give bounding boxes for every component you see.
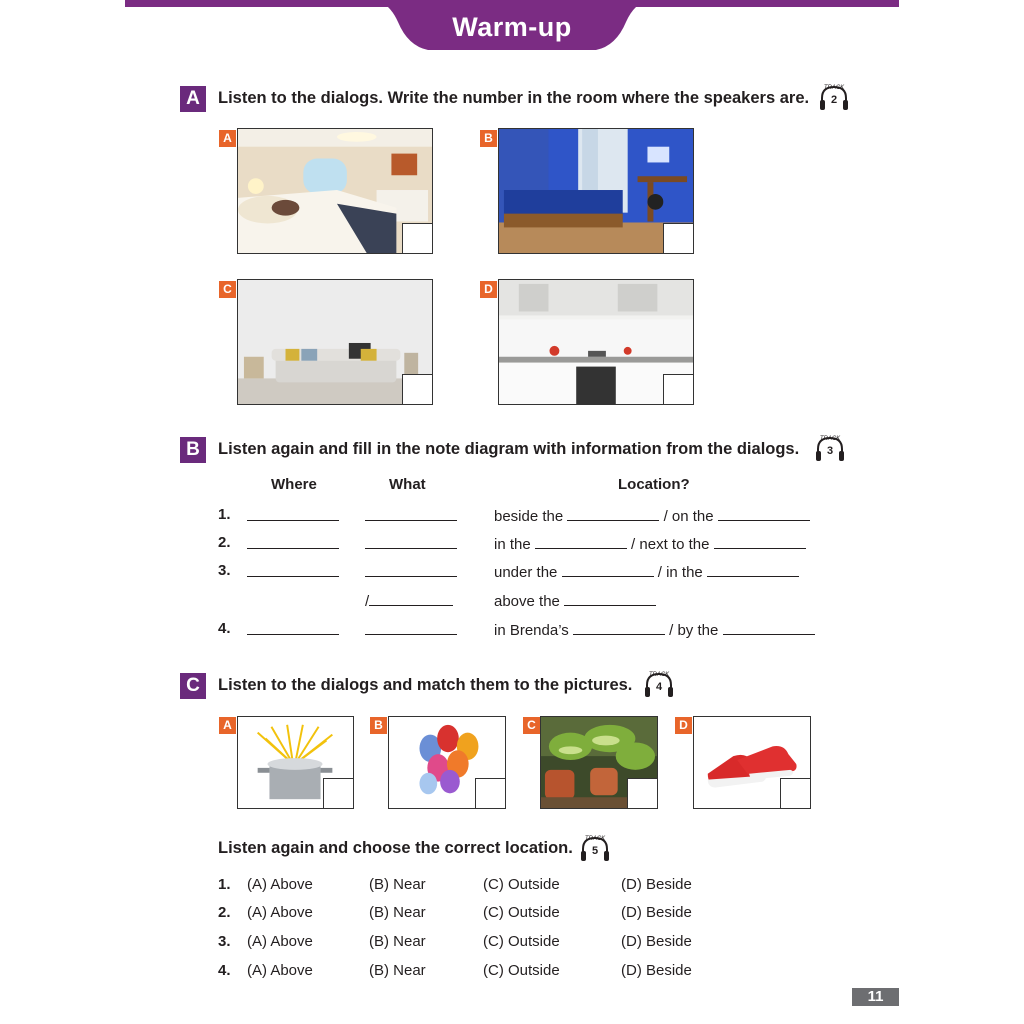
- column-header-where: Where: [271, 476, 317, 493]
- track-word: TRACK: [584, 836, 606, 842]
- headphones-icon[interactable]: [819, 84, 849, 112]
- section-b-letter: B: [180, 437, 206, 463]
- track-number: 2: [830, 94, 838, 106]
- answer-box[interactable]: [663, 223, 693, 253]
- picture-label: A: [219, 717, 236, 734]
- location-line: [494, 591, 656, 610]
- picture-label: C: [523, 717, 540, 734]
- location-line: [494, 562, 799, 581]
- section-a-instruction: Listen to the dialogs. Write the number in the room where the speakers are.: [218, 89, 810, 107]
- picture-kitchen: [498, 279, 694, 405]
- location-text: / by the: [669, 622, 719, 639]
- option-c[interactable]: (C) Outside: [483, 876, 560, 893]
- section-b-instruction: Listen again and fill in the note diagram with information from the dialogs.: [218, 440, 800, 458]
- location-blank[interactable]: [564, 591, 656, 606]
- column-header-what: What: [389, 476, 426, 493]
- track-word: TRACK: [819, 436, 841, 442]
- track-word: TRACK: [648, 672, 670, 678]
- location-line: [494, 620, 815, 639]
- picture-plants: [540, 716, 658, 809]
- where-blank[interactable]: [247, 562, 339, 581]
- option-b[interactable]: (B) Near: [369, 933, 426, 950]
- section-c-letter: C: [180, 673, 206, 699]
- option-a[interactable]: (A) Above: [247, 876, 313, 893]
- option-c[interactable]: (C) Outside: [483, 962, 560, 979]
- option-b[interactable]: (B) Near: [369, 904, 426, 921]
- option-b[interactable]: (B) Near: [369, 962, 426, 979]
- headphones-icon[interactable]: [644, 671, 674, 699]
- page-title: Warm-up: [452, 12, 572, 42]
- question-number: 3.: [218, 933, 231, 950]
- what-blank[interactable]: [365, 591, 453, 610]
- location-blank[interactable]: [707, 562, 799, 577]
- picture-label: B: [480, 130, 497, 147]
- option-c[interactable]: (C) Outside: [483, 904, 560, 921]
- where-blank[interactable]: [247, 506, 339, 525]
- answer-box[interactable]: [402, 223, 432, 253]
- location-text: / in the: [657, 564, 703, 581]
- page-number: 11: [852, 988, 899, 1006]
- section-c-sub-instruction: Listen again and choose the correct location.: [218, 839, 573, 857]
- track-number: 5: [591, 845, 599, 857]
- answer-box[interactable]: [780, 778, 810, 808]
- row-number: 1.: [218, 506, 231, 523]
- answer-box[interactable]: [402, 374, 432, 404]
- answer-box[interactable]: [475, 778, 505, 808]
- location-blank[interactable]: [562, 562, 654, 577]
- location-line: [494, 506, 810, 525]
- location-blank[interactable]: [714, 534, 806, 549]
- location-text: in Brenda’s: [494, 622, 569, 639]
- location-blank[interactable]: [718, 506, 810, 521]
- what-blank[interactable]: [365, 562, 457, 581]
- option-a[interactable]: (A) Above: [247, 933, 313, 950]
- headphones-icon[interactable]: [815, 435, 845, 463]
- location-text: beside the: [494, 508, 564, 525]
- picture-label: B: [370, 717, 387, 734]
- answer-box[interactable]: [663, 374, 693, 404]
- row-number: 3.: [218, 562, 231, 579]
- question-number: 4.: [218, 962, 231, 979]
- where-blank[interactable]: [247, 620, 339, 639]
- location-text: above the: [494, 593, 560, 610]
- location-line: [494, 534, 806, 553]
- location-blank[interactable]: [535, 534, 627, 549]
- picture-label: A: [219, 130, 236, 147]
- location-text: / on the: [663, 508, 714, 525]
- option-b[interactable]: (B) Near: [369, 876, 426, 893]
- column-header-location: Location?: [618, 476, 690, 493]
- what-blank[interactable]: [365, 534, 457, 553]
- option-a[interactable]: (A) Above: [247, 962, 313, 979]
- picture-spaghetti-pot: [237, 716, 354, 809]
- location-blank[interactable]: [573, 620, 665, 635]
- where-blank[interactable]: [247, 534, 339, 553]
- location-text: in the: [494, 536, 531, 553]
- picture-label: D: [675, 717, 692, 734]
- option-d[interactable]: (D) Beside: [621, 933, 692, 950]
- track-number: 3: [826, 445, 834, 457]
- what-blank[interactable]: [365, 620, 457, 639]
- picture-sneakers: [693, 716, 811, 809]
- section-a-letter: A: [180, 86, 206, 112]
- picture-label: C: [219, 281, 236, 298]
- location-blank[interactable]: [723, 620, 815, 635]
- answer-box[interactable]: [323, 778, 353, 808]
- picture-label: D: [480, 281, 497, 298]
- option-c[interactable]: (C) Outside: [483, 933, 560, 950]
- question-number: 2.: [218, 904, 231, 921]
- option-d[interactable]: (D) Beside: [621, 904, 692, 921]
- track-word: TRACK: [823, 85, 845, 91]
- option-a[interactable]: (A) Above: [247, 904, 313, 921]
- answer-box[interactable]: [627, 778, 657, 808]
- row-number: 2.: [218, 534, 231, 551]
- option-d[interactable]: (D) Beside: [621, 876, 692, 893]
- picture-kids-bedroom: [498, 128, 694, 254]
- option-d[interactable]: (D) Beside: [621, 962, 692, 979]
- location-text: under the: [494, 564, 558, 581]
- picture-balloons: [388, 716, 506, 809]
- location-text: / next to the: [631, 536, 710, 553]
- location-blank[interactable]: [567, 506, 659, 521]
- section-c-instruction: Listen to the dialogs and match them to the pictures.: [218, 676, 633, 694]
- question-number: 1.: [218, 876, 231, 893]
- picture-bedroom: [237, 128, 433, 254]
- headphones-icon[interactable]: [580, 835, 610, 863]
- row-number: 4.: [218, 620, 231, 637]
- track-number: 4: [655, 681, 663, 693]
- what-blank[interactable]: [365, 506, 457, 525]
- slash: /: [365, 593, 370, 610]
- picture-living-room: [237, 279, 433, 405]
